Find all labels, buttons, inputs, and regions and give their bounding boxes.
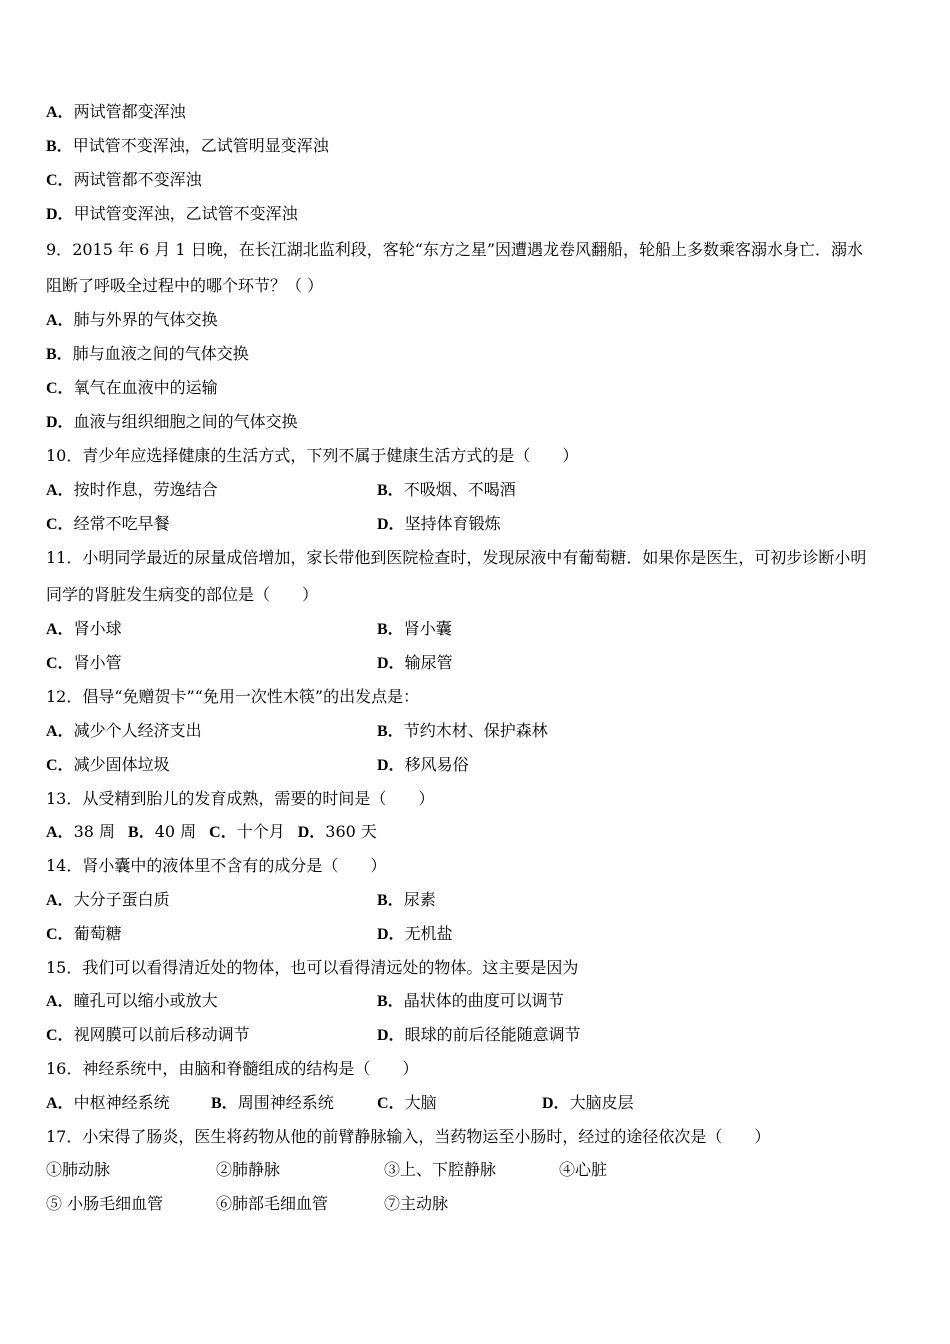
q9-option-c: C．氧气在血液中的运输 (46, 378, 218, 397)
q12-option-d: D．移风易俗 (377, 755, 469, 774)
q13-stem: 13．从受精到胎儿的发育成熟，需要的时间是（ ） (46, 789, 435, 808)
q9-stem: 9．2015 年 6 月 1 日晚，在长江湖北监利段，客轮“东方之星”因遭遇龙卷风翻船，轮船上多数乘客溺水身亡．溺水 (46, 240, 864, 259)
q9-option-d: D．血液与组织细胞之间的气体交换 (46, 412, 298, 431)
q10-option-d: D．坚持体育锻炼 (377, 514, 501, 533)
q14-option-a: A．大分子蛋白质 (46, 890, 170, 909)
q8-option-b: B．甲试管不变浑浊，乙试管明显变浑浊 (46, 136, 329, 155)
q16-option-c: C．大脑 (377, 1093, 437, 1112)
q16-option-b: B．周围神经系统 (211, 1093, 334, 1112)
q8-option-c: C．两试管都不变浑浊 (46, 170, 202, 189)
q10-option-a: A．按时作息，劳逸结合 (46, 480, 218, 499)
q15-option-d: D．眼球的前后径能随意调节 (377, 1025, 581, 1044)
q14-stem: 14．肾小囊中的液体里不含有的成分是（ ） (46, 856, 387, 875)
q8-option-d: D．甲试管变浑浊，乙试管不变浑浊 (46, 204, 298, 223)
q12-option-b: B．节约木材、保护森林 (377, 721, 548, 740)
q13-option-b: B．40 周 (128, 822, 197, 841)
q17-item-2: ②肺静脉 (216, 1160, 281, 1179)
q17-item-5: ⑤ 小肠毛细血管 (46, 1194, 164, 1213)
q17-item-7: ⑦主动脉 (384, 1194, 449, 1213)
q17-item-1: ①肺动脉 (46, 1160, 111, 1179)
q10-option-b: B．不吸烟、不喝酒 (377, 480, 516, 499)
q8-option-a: A．两试管都变浑浊 (46, 102, 186, 121)
q15-stem: 15．我们可以看得清近处的物体，也可以看得清远处的物体。这主要是因为 (46, 958, 579, 977)
q14-option-c: C．葡萄糖 (46, 924, 122, 943)
q17-stem: 17．小宋得了肠炎，医生将药物从他的前臂静脉输入，当药物运至小肠时，经过的途径依次是（ ） (46, 1127, 771, 1146)
q15-option-b: B．晶状体的曲度可以调节 (377, 991, 564, 1010)
q11-option-c: C．肾小管 (46, 653, 122, 672)
q17-item-4: ④心脏 (559, 1160, 608, 1179)
q11-option-d: D．输尿管 (377, 653, 453, 672)
q9-option-a: A．肺与外界的气体交换 (46, 310, 218, 329)
q11-option-a: A．肾小球 (46, 619, 122, 638)
q11-stem: 11．小明同学最近的尿量成倍增加，家长带他到医院检查时，发现尿液中有葡萄糖．如果你是医生，可初步诊断小明 (46, 548, 867, 567)
q16-option-d: D．大脑皮层 (542, 1093, 634, 1112)
q10-option-c: C．经常不吃早餐 (46, 514, 170, 533)
q9-stem-cont: 阻断了呼吸全过程中的哪个环节？（ ） (46, 276, 324, 295)
q10-stem: 10．青少年应选择健康的生活方式，下列不属于健康生活方式的是（ ） (46, 446, 579, 465)
q13-option-a: A．38 周 (46, 822, 116, 841)
q14-option-d: D．无机盐 (377, 924, 453, 943)
q12-option-c: C．减少固体垃圾 (46, 755, 170, 774)
q13-option-c: C．十个月 (209, 822, 285, 841)
q15-option-c: C．视网膜可以前后移动调节 (46, 1025, 250, 1044)
q14-option-b: B．尿素 (377, 890, 436, 909)
q13-option-d: D．360 天 (297, 822, 377, 841)
q13-options (46, 822, 377, 843)
q16-option-a: A．中枢神经系统 (46, 1093, 170, 1112)
q11-stem-cont: 同学的肾脏发生病变的部位是（ ） (46, 585, 319, 604)
q15-option-a: A．瞳孔可以缩小或放大 (46, 991, 218, 1010)
q17-item-3: ③上、下腔静脉 (384, 1160, 497, 1179)
q11-option-b: B．肾小囊 (377, 619, 452, 638)
q12-option-a: A．减少个人经济支出 (46, 721, 202, 740)
q12-stem: 12．倡导“免赠贺卡”“免用一次性木筷”的出发点是： (46, 687, 420, 706)
q16-stem: 16．神经系统中，由脑和脊髓组成的结构是（ ） (46, 1059, 419, 1078)
q9-option-b: B．肺与血液之间的气体交换 (46, 344, 249, 363)
q17-item-6: ⑥肺部毛细血管 (216, 1194, 329, 1213)
